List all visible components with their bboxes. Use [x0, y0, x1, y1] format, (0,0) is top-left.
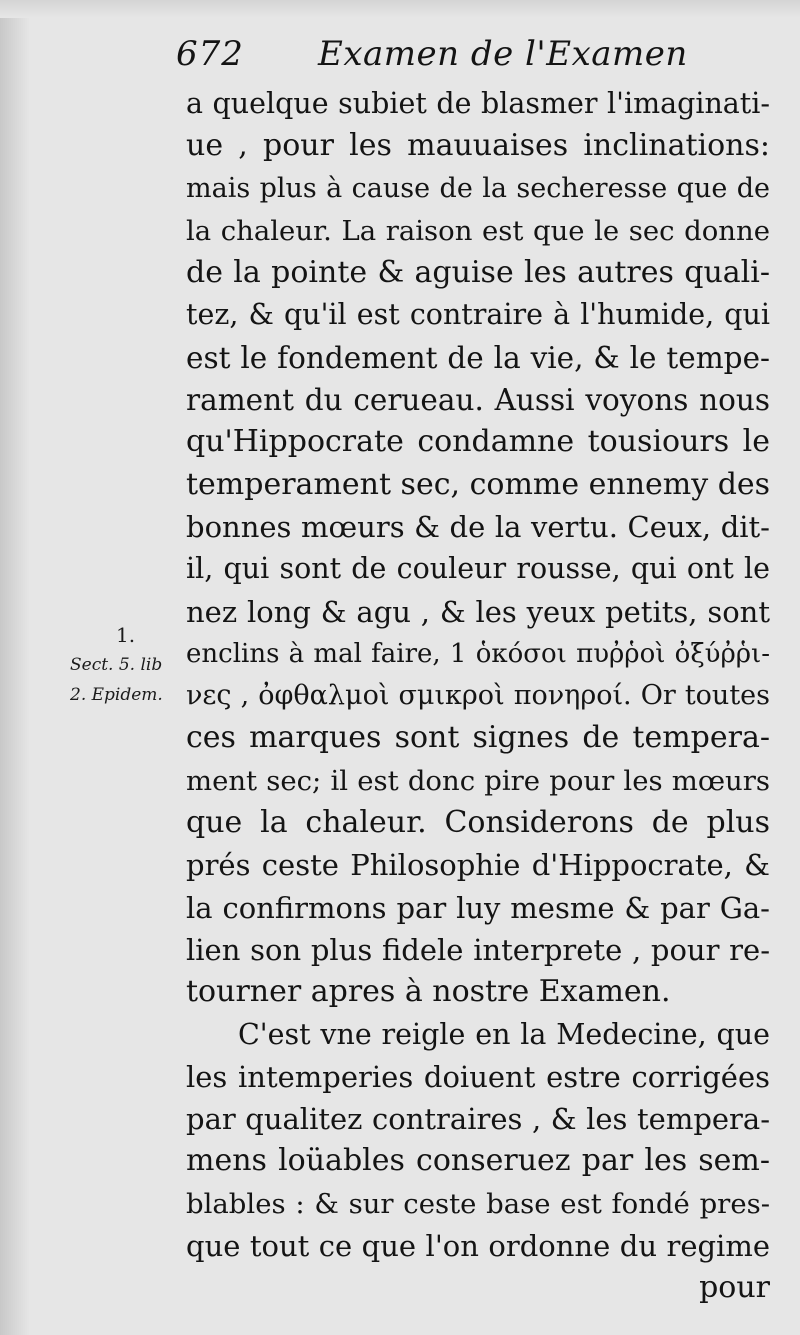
text-line: tez, & qu'il est contraire à l'humide, qui: [186, 298, 770, 332]
catchword: pour: [699, 1270, 770, 1306]
page-top-shadow: [0, 0, 800, 18]
page-gutter-shadow: [0, 0, 30, 1335]
body-text: [186, 83, 770, 1310]
text-line: mens loüables conseruez par les sem-: [186, 1143, 770, 1179]
text-line: enclins à mal faire, 1 ὁκόσοι πυῤῥοὶ ὀξύῤῥι-: [186, 638, 770, 669]
margin-note-number: 1.: [116, 623, 136, 647]
text-line: qu'Hippocrate condamne tousiours le: [186, 424, 770, 460]
margin-note-line: 2. Epidem.: [70, 685, 163, 705]
text-line: que la chaleur. Considerons de plus: [186, 805, 770, 841]
text-line: C'est vne reigle en la Medecine, que: [238, 1017, 770, 1051]
text-line: tourner apres à nostre Examen.: [186, 974, 671, 1010]
text-line: bonnes mœurs & de la vertu. Ceux, dit-: [186, 509, 770, 544]
text-line: il, qui sont de couleur rousse, qui ont le: [186, 552, 770, 586]
text-line: lien son plus fidele interprete , pour re-: [186, 932, 770, 967]
text-line: temperament sec, comme ennemy des: [186, 466, 771, 502]
text-line: mais plus à cause de la secheresse que de: [186, 172, 770, 204]
text-line: la chaleur. La raison est que le sec donne: [186, 214, 770, 247]
text-line: ue , pour les mauuaises inclinations:: [186, 128, 770, 164]
text-line: νες , ὀφθαλμοὶ σμικροὶ πονηροί. Or toutes: [186, 680, 770, 712]
page-header: [176, 28, 776, 80]
text-line: a quelque subiet de blasmer l'imaginati-: [186, 87, 770, 120]
margin-note-line: Sect. 5. lib: [70, 655, 163, 675]
page-number: 672: [176, 34, 244, 74]
text-line: la confirmons par luy mesme & par Ga-: [186, 890, 770, 925]
text-line: rament du cerueau. Aussi voyons nous: [186, 383, 770, 418]
text-line: ment sec; il est donc pire pour les mœurs: [186, 764, 770, 797]
running-title: Examen de l'Examen: [318, 34, 688, 74]
margin-note: [70, 620, 185, 710]
text-line: prés ceste Philosophie d'Hippocrate, &: [186, 848, 770, 883]
text-line: par qualitez contraires , & les tempera-: [186, 1102, 770, 1137]
text-line: est le fondement de la vie, & le tempe-: [186, 340, 770, 375]
text-line: blables : & sur ceste base est fondé pres-: [186, 1187, 770, 1220]
text-line: nez long & agu , & les yeux petits, sont: [186, 594, 770, 629]
text-line: que tout ce que l'on ordonne du regime: [186, 1229, 770, 1264]
text-line: de la pointe & aguise les autres quali-: [186, 255, 770, 291]
text-line: les intemperies doiuent estre corrigées: [186, 1059, 770, 1094]
text-line: ces marques sont signes de tempera-: [186, 720, 770, 756]
